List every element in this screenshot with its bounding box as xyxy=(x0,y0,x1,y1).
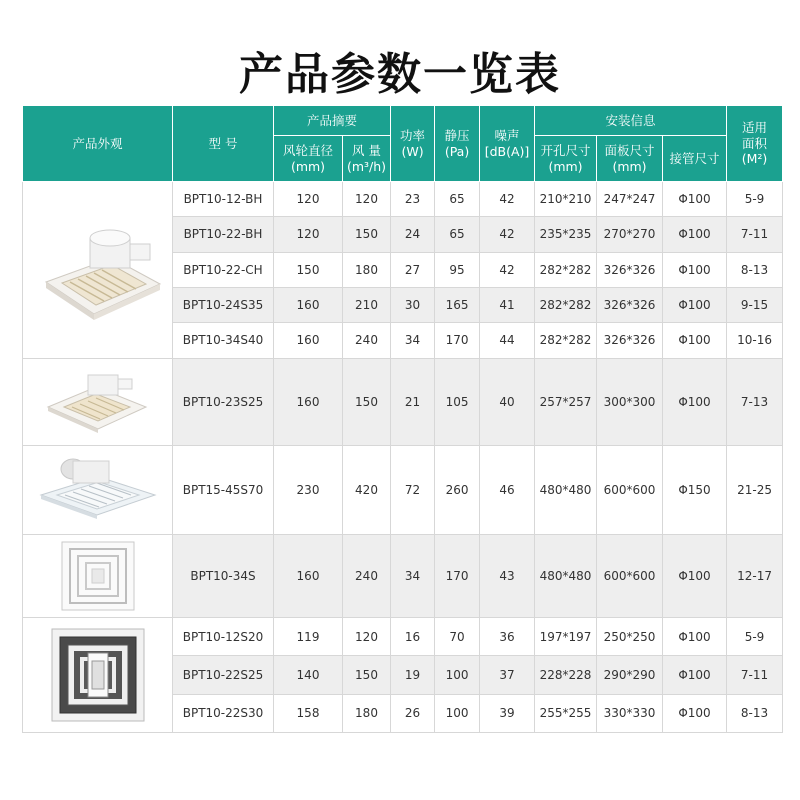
cell-impeller: 230 xyxy=(274,446,343,535)
cell-power: 21 xyxy=(391,358,435,446)
cell-noise: 36 xyxy=(480,617,535,655)
cell-airflow: 210 xyxy=(343,287,391,322)
cell-area: 9-15 xyxy=(727,287,783,322)
cell-area: 7-11 xyxy=(727,217,783,252)
cell-pipe: Φ100 xyxy=(663,694,727,732)
cell-area: 8-13 xyxy=(727,252,783,287)
product-image-3 xyxy=(23,446,173,535)
cell-area: 5-9 xyxy=(727,182,783,217)
cell-area: 12-17 xyxy=(727,535,783,618)
header-area: 适用 面积 (M²) xyxy=(727,106,783,182)
row-model: BPT10-34S40 xyxy=(173,323,274,358)
table-row xyxy=(23,446,783,535)
table-row xyxy=(23,358,783,446)
row-model: BPT10-24S35 xyxy=(173,287,274,322)
cell-airflow: 150 xyxy=(343,358,391,446)
cell-panel: 326*326 xyxy=(597,323,663,358)
cell-power: 26 xyxy=(391,694,435,732)
cell-pressure: 65 xyxy=(435,182,480,217)
cell-pipe: Φ100 xyxy=(663,656,727,694)
cell-power: 24 xyxy=(391,217,435,252)
cell-power: 23 xyxy=(391,182,435,217)
cell-pipe: Φ100 xyxy=(663,535,727,618)
table-row xyxy=(23,617,783,655)
cell-impeller: 119 xyxy=(274,617,343,655)
cell-pipe: Φ100 xyxy=(663,617,727,655)
cell-noise: 42 xyxy=(480,217,535,252)
header-install: 安装信息 xyxy=(535,106,727,136)
cell-panel: 600*600 xyxy=(597,446,663,535)
cell-pressure: 65 xyxy=(435,217,480,252)
square-grille-image xyxy=(58,540,138,612)
row-model: BPT10-22S30 xyxy=(173,694,274,732)
cell-pipe: Φ100 xyxy=(663,217,727,252)
cell-impeller: 158 xyxy=(274,694,343,732)
page-title: 产品参数一览表 xyxy=(239,49,561,100)
cell-panel: 250*250 xyxy=(597,617,663,655)
cell-power: 30 xyxy=(391,287,435,322)
cell-panel: 600*600 xyxy=(597,535,663,618)
row-model: BPT10-12-BH xyxy=(173,182,274,217)
cell-airflow: 240 xyxy=(343,323,391,358)
cell-panel: 247*247 xyxy=(597,182,663,217)
row-model: BPT10-12S20 xyxy=(173,617,274,655)
header-appearance: 产品外观 xyxy=(23,106,173,182)
header-power: 功率 (W) xyxy=(391,106,435,182)
cell-hole: 282*282 xyxy=(535,323,597,358)
cell-area: 5-9 xyxy=(727,617,783,655)
cell-power: 72 xyxy=(391,446,435,535)
cell-hole: 255*255 xyxy=(535,694,597,732)
cell-noise: 46 xyxy=(480,446,535,535)
header-pressure: 静压 (Pa) xyxy=(435,106,480,182)
cell-noise: 39 xyxy=(480,694,535,732)
cell-area: 10-16 xyxy=(727,323,783,358)
header-summary: 产品摘要 xyxy=(274,106,391,136)
cell-area: 7-13 xyxy=(727,358,783,446)
cell-noise: 41 xyxy=(480,287,535,322)
cell-panel: 290*290 xyxy=(597,656,663,694)
cell-panel: 300*300 xyxy=(597,358,663,446)
cell-hole: 480*480 xyxy=(535,535,597,618)
cell-airflow: 150 xyxy=(343,217,391,252)
cell-airflow: 180 xyxy=(343,694,391,732)
header-noise: 噪声 [dB(A)] xyxy=(480,106,535,182)
cell-area: 8-13 xyxy=(727,694,783,732)
cell-panel: 270*270 xyxy=(597,217,663,252)
cell-panel: 326*326 xyxy=(597,252,663,287)
cell-noise: 40 xyxy=(480,358,535,446)
row-model: BPT10-23S25 xyxy=(173,358,274,446)
cell-impeller: 120 xyxy=(274,217,343,252)
cell-hole: 197*197 xyxy=(535,617,597,655)
cell-panel: 326*326 xyxy=(597,287,663,322)
cell-pressure: 100 xyxy=(435,694,480,732)
header-panel: 面板尺寸 (mm) xyxy=(597,136,663,182)
ceiling-fan-image xyxy=(38,367,158,437)
cell-noise: 42 xyxy=(480,252,535,287)
cell-airflow: 120 xyxy=(343,617,391,655)
product-image-1 xyxy=(23,182,173,359)
cell-hole: 480*480 xyxy=(535,446,597,535)
table-row xyxy=(23,535,783,618)
header-pipe: 接管尺寸 xyxy=(663,136,727,182)
cell-impeller: 160 xyxy=(274,535,343,618)
product-image-5 xyxy=(23,617,173,732)
header-hole: 开孔尺寸 (mm) xyxy=(535,136,597,182)
cell-area: 7-11 xyxy=(727,656,783,694)
cell-power: 27 xyxy=(391,252,435,287)
cell-impeller: 160 xyxy=(274,287,343,322)
cell-area: 21-25 xyxy=(727,446,783,535)
cell-impeller: 160 xyxy=(274,358,343,446)
cell-noise: 43 xyxy=(480,535,535,618)
cell-noise: 37 xyxy=(480,656,535,694)
cell-impeller: 160 xyxy=(274,323,343,358)
cell-pipe: Φ100 xyxy=(663,252,727,287)
cell-pipe: Φ100 xyxy=(663,323,727,358)
cell-hole: 210*210 xyxy=(535,182,597,217)
row-model: BPT10-22-CH xyxy=(173,252,274,287)
ceiling-fan-image xyxy=(33,455,163,525)
cell-power: 34 xyxy=(391,323,435,358)
cell-pressure: 165 xyxy=(435,287,480,322)
cell-pipe: Φ100 xyxy=(663,182,727,217)
cell-hole: 235*235 xyxy=(535,217,597,252)
cell-airflow: 420 xyxy=(343,446,391,535)
product-image-4 xyxy=(23,535,173,618)
cell-pressure: 170 xyxy=(435,535,480,618)
cell-airflow: 180 xyxy=(343,252,391,287)
product-image-2 xyxy=(23,358,173,446)
cell-pressure: 70 xyxy=(435,617,480,655)
cell-airflow: 120 xyxy=(343,182,391,217)
row-model: BPT10-22-BH xyxy=(173,217,274,252)
cell-hole: 257*257 xyxy=(535,358,597,446)
row-model: BPT15-45S70 xyxy=(173,446,274,535)
header-model: 型 号 xyxy=(173,106,274,182)
cell-hole: 282*282 xyxy=(535,252,597,287)
cell-pressure: 170 xyxy=(435,323,480,358)
cell-impeller: 140 xyxy=(274,656,343,694)
cell-impeller: 150 xyxy=(274,252,343,287)
cell-noise: 42 xyxy=(480,182,535,217)
cell-panel: 330*330 xyxy=(597,694,663,732)
header-airflow: 风 量 (m³/h) xyxy=(343,136,391,182)
spec-table xyxy=(22,105,783,733)
cell-pipe: Φ100 xyxy=(663,358,727,446)
cell-pipe: Φ150 xyxy=(663,446,727,535)
cell-airflow: 150 xyxy=(343,656,391,694)
dark-grille-image xyxy=(48,625,148,725)
cell-pressure: 100 xyxy=(435,656,480,694)
cell-pressure: 260 xyxy=(435,446,480,535)
cell-airflow: 240 xyxy=(343,535,391,618)
cell-hole: 282*282 xyxy=(535,287,597,322)
header-impeller: 风轮直径 (mm) xyxy=(274,136,343,182)
cell-power: 34 xyxy=(391,535,435,618)
cell-power: 16 xyxy=(391,617,435,655)
cell-power: 19 xyxy=(391,656,435,694)
cell-pressure: 105 xyxy=(435,358,480,446)
cell-pressure: 95 xyxy=(435,252,480,287)
cell-hole: 228*228 xyxy=(535,656,597,694)
row-model: BPT10-22S25 xyxy=(173,656,274,694)
table-row xyxy=(23,182,783,217)
ceiling-fan-image xyxy=(28,210,168,330)
cell-pipe: Φ100 xyxy=(663,287,727,322)
cell-noise: 44 xyxy=(480,323,535,358)
row-model: BPT10-34S xyxy=(173,535,274,618)
cell-impeller: 120 xyxy=(274,182,343,217)
